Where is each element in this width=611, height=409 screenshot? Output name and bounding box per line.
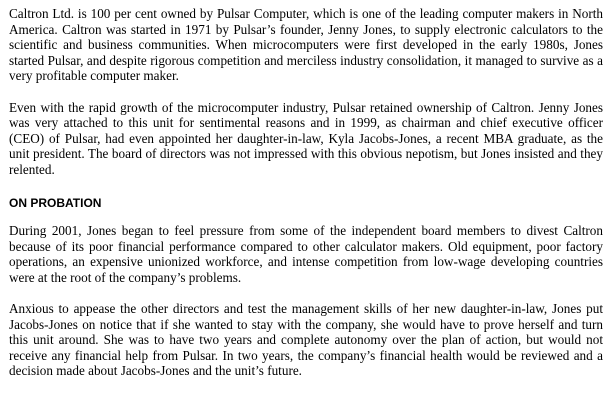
heading-spacer-after: [9, 211, 603, 223]
paragraph-spacer: [9, 286, 603, 302]
section-paragraph-notice: Anxious to appease the other directors and test the management skills of her new daughter-in-law, Jones put Jacobs-Jones on notice that if she wanted to stay with the company, she would have to prove herself and turn this unit around. She was to have two years and complete autonomy over the plan of action, but would not receive any financial help from Pulsar. In two years, the company’s financial health would be reviewed and a decision made about Jacobs-Jones and the unit’s future.: [9, 301, 603, 379]
intro-paragraph-caltron: Caltron Ltd. is 100 per cent owned by Pulsar Computer, which is one of the leading computer makers in North America. Caltron was started in 1971 by Pulsar’s founder, Jenny Jones, to supply electronic calculators to the scientific and business communities. When microcomputers were first developed in the early 1980s, Jones started Pulsar, and despite rigorous competition and merciless industry consolidation, it managed to survive as a very profitable computer maker.: [9, 6, 603, 84]
paragraph-spacer: [9, 84, 603, 100]
intro-paragraph-ownership: Even with the rapid growth of the microcomputer industry, Pulsar retained ownership of Caltron. Jenny Jones was very attached to this unit for sentimental reasons and in 1999, as chairman and chief executive officer (CEO) of Pulsar, had even appointed her daughter-in-law, Kyla Jacobs-Jones, a recent MBA graduate, as the unit president. The board of directors was not impressed with this obvious nepotism, but Jones insisted and they relented.: [9, 99, 603, 177]
document-page: [9, 6, 603, 379]
section-paragraph-pressure: During 2001, Jones began to feel pressure from some of the independent board members to divest Caltron because of its poor financial performance compared to other calculator makers. Old equipment, poor factory operations, an expensive unionized workforce, and intense competition from low-wage developing countries were at the root of the company’s problems.: [9, 223, 603, 285]
heading-spacer-before: [9, 178, 603, 196]
section-heading: ON PROBATION: [9, 195, 102, 210]
